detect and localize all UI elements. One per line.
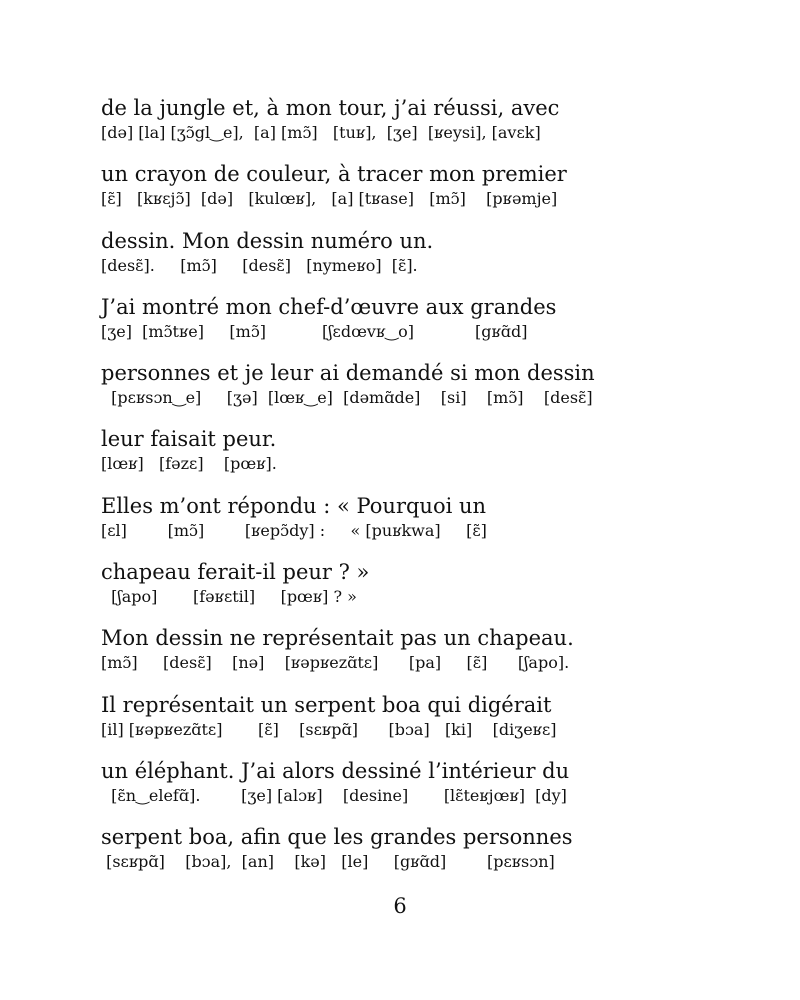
ipa-transcription: [pɛʁsɔn‿e] [ʒə] [lœʁ‿e] [dəmɑ̃de] [si] [mɔ̃] [desɛ̃] <box>101 388 593 408</box>
text-line-7 <box>101 491 761 557</box>
ipa-transcription: [lœʁ] [fəzɛ] [pœʁ]. <box>101 454 277 474</box>
text-line-9 <box>101 623 761 689</box>
french-line: Mon dessin ne représentait pas un chapeau. <box>101 626 574 651</box>
ipa-transcription: [ʒe] [mɔ̃tʁe] [mɔ̃] [ʃɛdœvʁ‿o] [gʁɑ̃d] <box>101 321 528 341</box>
text-line-6 <box>101 424 761 490</box>
french-line: J’ai montré mon chef-d’œuvre aux grandes <box>101 294 557 319</box>
ipa-transcription: [ɛl] [mɔ̃] [ʁepɔ̃dy] : « [puʁkwa] [ɛ̃] <box>101 520 487 540</box>
text-line-5 <box>101 358 761 424</box>
ipa-transcription: [ɛ̃] [kʁɛjɔ̃] [də] [kulœʁ], [a] [tʁase] [mɔ̃] [pʁəmje] <box>101 189 558 209</box>
ipa-transcription: [il] [ʁəpʁezɑ̃tɛ] [ɛ̃] [sɛʁpɑ̃] [bɔa] [ki] [diʒeʁɛ] <box>101 719 557 739</box>
ipa-transcription: [ɛ̃n‿elefɑ̃]. [ʒe] [alɔʁ] [desine] [lɛ̃teʁjœʁ] [dy] <box>101 785 567 805</box>
french-line: serpent boa, afin que les grandes personnes <box>101 825 573 850</box>
french-line: personnes et je leur ai demandé si mon dessin <box>101 361 595 386</box>
text-line-4 <box>101 292 761 358</box>
french-line: de la jungle et, à mon tour, j’ai réussi, avec <box>101 96 560 120</box>
page-number: 6 <box>393 894 407 918</box>
french-line: leur faisait peur. <box>101 427 277 452</box>
ipa-transcription: [mɔ̃] [desɛ̃] [nə] [ʁəpʁezɑ̃tɛ] [pa] [ɛ̃] [ʃapo]. <box>101 653 570 673</box>
text-line-11 <box>101 756 761 822</box>
ipa-transcription: [sɛʁpɑ̃] [bɔa], [an] [kə] [le] [gʁɑ̃d] [pɛʁsɔn] <box>101 852 555 872</box>
text-line-1 <box>101 93 761 159</box>
french-line: Elles m’ont répondu : « Pourquoi un <box>101 493 487 518</box>
french-line: un crayon de couleur, à tracer mon premier <box>101 162 567 187</box>
text-line-2 <box>101 159 761 225</box>
text-line-10 <box>101 690 761 756</box>
french-line: dessin. Mon dessin numéro un. <box>101 228 434 253</box>
french-line: un éléphant. J’ai alors dessiné l’intérieur du <box>101 758 570 783</box>
ipa-transcription: [ʃapo] [fəʁɛtil] [pœʁ] ? » <box>101 587 357 607</box>
text-line-12 <box>101 822 761 888</box>
text-line-3 <box>101 226 761 292</box>
ipa-transcription: [desɛ̃]. [mɔ̃] [desɛ̃] [nymeʁo] [ɛ̃]. <box>101 255 418 275</box>
text-line-8 <box>101 557 761 623</box>
ipa-transcription: [də] [la] [ʒɔ̃gl‿e], [a] [mɔ̃] [tuʁ], [ʒe] [ʁeysi], [avɛk] <box>101 123 541 142</box>
french-line: Il représentait un serpent boa qui digérait <box>101 692 552 717</box>
french-line: chapeau ferait-il peur ? » <box>101 560 370 585</box>
book-page-text <box>101 93 761 889</box>
